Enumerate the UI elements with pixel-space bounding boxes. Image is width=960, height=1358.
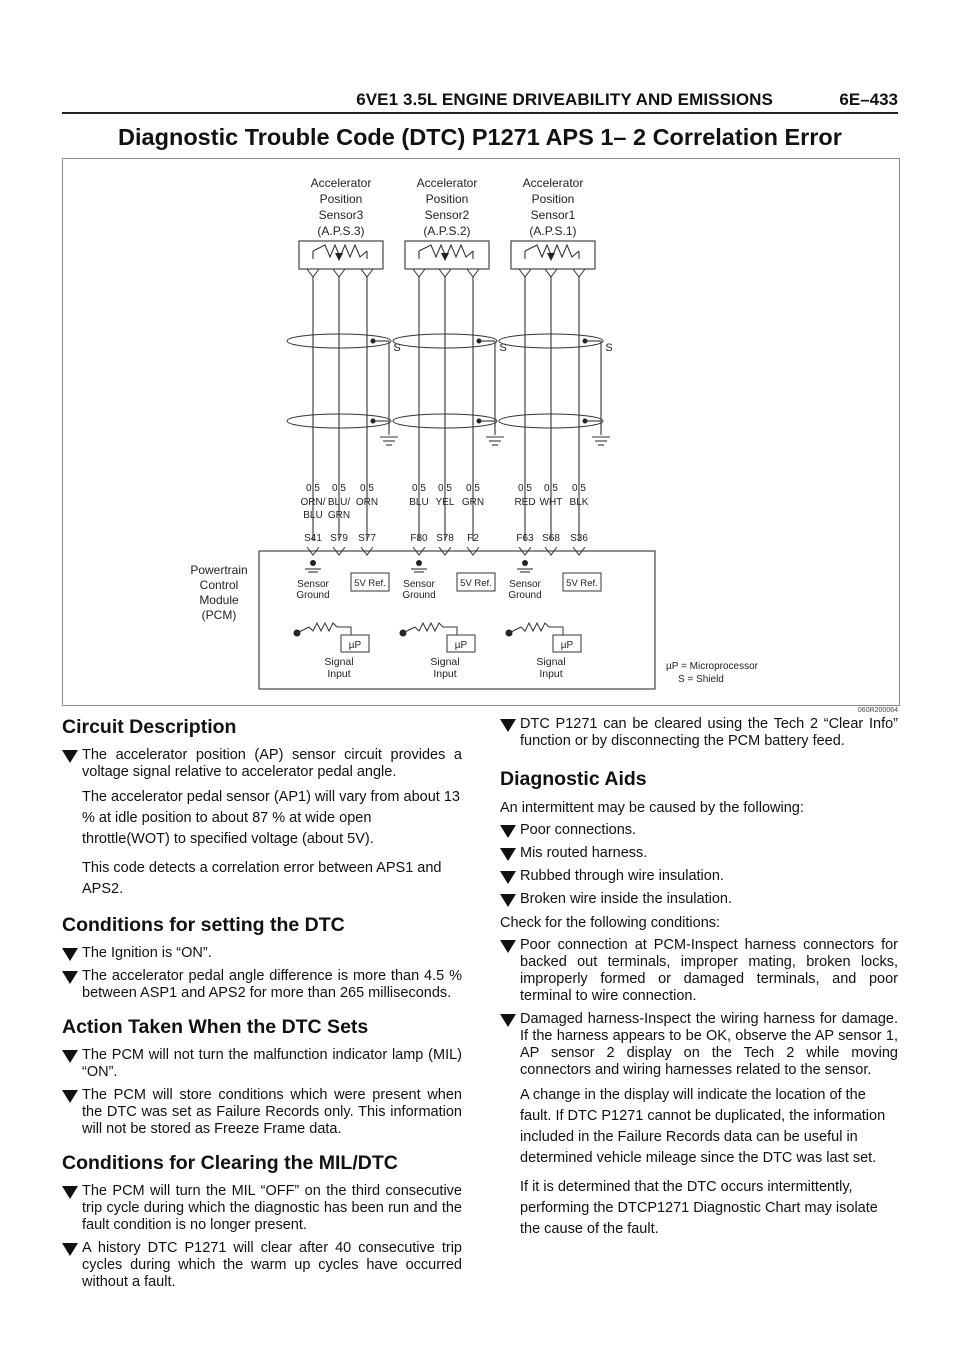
action-taken-section <box>62 1016 462 1138</box>
bullet-icon <box>62 1186 78 1199</box>
bullet-text: Mis routed harness. <box>520 845 648 861</box>
bullet-icon <box>500 894 516 907</box>
bullet-item <box>62 1183 462 1234</box>
left-column <box>62 716 462 1305</box>
bullet-item <box>500 822 898 839</box>
wire-color: YEL <box>435 497 455 508</box>
sensor-label: Sensor2 <box>424 208 470 222</box>
circuit-description-section <box>62 716 462 900</box>
pin-label: F2 <box>467 533 479 544</box>
pcm-box <box>259 551 655 689</box>
sensor-label: Position <box>531 192 575 206</box>
circuit-description-heading: Circuit Description <box>62 716 237 738</box>
bullet-icon <box>62 1090 78 1103</box>
bullet-item <box>500 937 898 1005</box>
signal-input-label: Input <box>327 668 351 680</box>
sensor-label: Position <box>319 192 363 206</box>
signal-input-label: Signal <box>536 656 566 668</box>
diagnostic-aids-intro: An intermittent may be caused by the following: <box>500 800 804 816</box>
sensor-label: Sensor1 <box>530 208 576 222</box>
bullet-item <box>62 747 462 781</box>
wire-gauge: 0.5 <box>544 483 558 494</box>
bullet-item <box>62 1047 462 1081</box>
bullet-icon <box>62 971 78 984</box>
terminal-icon <box>413 269 425 277</box>
wire-gauge: 0.5 <box>306 483 320 494</box>
terminal-icon <box>467 269 479 277</box>
micro-label: µP <box>348 640 362 651</box>
shield-label: S <box>393 342 401 354</box>
page-header <box>62 88 898 114</box>
diagnostic-aids-heading: Diagnostic Aids <box>500 768 647 790</box>
sensor-label: Accelerator <box>310 176 372 190</box>
bullet-item <box>62 1087 462 1138</box>
micro-label: µP <box>454 640 468 651</box>
bullet-item <box>62 968 462 1002</box>
bullet-text: A history DTC P1271 will clear after 40 consecutive trip cycles during which the warm up cycles have occurred without a fault. <box>82 1240 462 1290</box>
paragraph: A change in the display will indicate the location of the fault. If DTC P1271 cannot be duplicated, the information included in the Failure Records data can be useful in determined vehicle mileage since the DTC was last set. <box>520 1087 886 1166</box>
bullet-text: Poor connection at PCM-Inspect harness connectors for backed out terminals, improper mating, broken locks, improperly formed or damaged terminals, and poor terminal to wire connection. <box>520 937 898 1004</box>
sensor-label: Position <box>425 192 469 206</box>
bullet-icon <box>500 1014 516 1027</box>
conditions-clearing-section <box>62 1152 462 1291</box>
pcm-label: Module <box>199 593 239 607</box>
pin-label: S77 <box>358 533 376 544</box>
pcm-label: (PCM) <box>201 608 237 622</box>
paragraph: This code detects a correlation error between APS1 and APS2. <box>82 860 442 897</box>
terminal-icon <box>573 269 585 277</box>
bullet-item <box>500 845 898 862</box>
wire-color: BLU <box>409 497 429 508</box>
wire-color: WHT <box>539 497 563 508</box>
figure-code: 060R200064 <box>857 707 898 714</box>
wiper-arrow-icon <box>441 253 449 261</box>
paragraph: If it is determined that the DTC occurs intermittently, performing the DTCP1271 Diagnostic Chart may isolate the cause of the fault. <box>520 1179 878 1237</box>
bullet-text: The accelerator position (AP) sensor circuit provides a voltage signal relative to accelerator pedal angle. <box>82 747 462 780</box>
wire-color: ORN <box>355 497 379 508</box>
signal-input-label: Input <box>539 668 563 680</box>
conditions-clearing-continued <box>500 716 898 750</box>
wire-gauge: 0.5 <box>360 483 374 494</box>
bullet-item <box>500 1011 898 1079</box>
ground-dot <box>416 560 422 566</box>
pcm-label: Powertrain <box>190 563 248 577</box>
sensor-ground-label: Ground <box>508 590 542 601</box>
bullet-text: The accelerator pedal angle difference is more than 4.5 % between ASP1 and APS2 for more than 265 milliseconds. <box>82 968 462 1001</box>
wire-gauge: 0.5 <box>518 483 532 494</box>
pin-label: S78 <box>436 533 454 544</box>
page-number: 6E–433 <box>839 90 898 109</box>
wire-gauge: 0.5 <box>412 483 426 494</box>
bullet-icon <box>62 1243 78 1256</box>
signal-input-label: Signal <box>430 656 460 668</box>
pcm-label: Control <box>199 578 239 592</box>
paragraph: The accelerator pedal sensor (AP1) will vary from about 13 % at idle position to about 87 % at wide open throttle(WOT) to specified voltage (about 5V). <box>82 789 460 847</box>
legend-micro: µP = Microprocessor <box>666 661 758 672</box>
sensor-label: (A.P.S.2) <box>423 224 471 238</box>
bullet-text: DTC P1271 can be cleared using the Tech 2 “Clear Info” function or by disconnecting the PCM battery feed. <box>520 716 898 749</box>
sensor-ground-label: Ground <box>296 590 330 601</box>
bullet-item <box>500 716 898 750</box>
wire-color: GRN <box>461 497 485 508</box>
bullet-icon <box>500 825 516 838</box>
sensor-label: Accelerator <box>522 176 584 190</box>
wire-gauge: 0.5 <box>332 483 346 494</box>
page-title: Diagnostic Trouble Code (DTC) P1271 APS 1– 2 Correlation Error <box>118 124 842 150</box>
diagnostic-aids-section <box>500 768 898 1240</box>
pin-label: F63 <box>516 533 534 544</box>
wire-gauge: 0.5 <box>438 483 452 494</box>
ground-dot <box>310 560 316 566</box>
resistor-icon <box>309 623 351 635</box>
bullet-icon <box>500 940 516 953</box>
pin-label: F80 <box>410 533 428 544</box>
wire-color: RED <box>514 497 536 508</box>
pin-label: S36 <box>570 533 588 544</box>
shield-label: S <box>605 342 613 354</box>
wiper-arrow-icon <box>335 253 343 261</box>
sensor-label: Sensor3 <box>318 208 364 222</box>
sensor-label: (A.P.S.1) <box>529 224 577 238</box>
action-taken-heading: Action Taken When the DTC Sets <box>62 1016 369 1038</box>
sensor-label: (A.P.S.3) <box>317 224 365 238</box>
wire-color: BLU/ <box>327 497 351 508</box>
wiring-diagram <box>62 158 900 706</box>
ref-label: 5V Ref. <box>566 578 598 589</box>
ref-label: 5V Ref. <box>354 578 386 589</box>
ground-dot <box>522 560 528 566</box>
bullet-item <box>500 891 898 908</box>
sensor-ground-label: Sensor <box>403 579 435 590</box>
bullet-text: Broken wire inside the insulation. <box>520 891 732 907</box>
terminal-icon <box>361 269 373 277</box>
bullet-icon <box>62 948 78 961</box>
bullet-icon <box>500 719 516 732</box>
pin-label: S79 <box>330 533 348 544</box>
right-column <box>500 716 898 1254</box>
terminal-icon <box>439 269 451 277</box>
wire-gauge: 0.5 <box>466 483 480 494</box>
bullet-icon <box>62 750 78 763</box>
terminal-icon <box>307 269 319 277</box>
bullet-item <box>62 1240 462 1291</box>
bullet-text: The PCM will turn the MIL “OFF” on the third consecutive trip cycle during which the diagnostic has been run and the fault condition is no longer present. <box>82 1183 462 1233</box>
bullet-text: The PCM will store conditions which were present when the DTC was set as Failure Records only. This information will not be stored as Freeze Frame data. <box>82 1087 462 1137</box>
bullet-icon <box>500 871 516 884</box>
bullet-item <box>500 868 898 885</box>
conditions-clearing-heading: Conditions for Clearing the MIL/DTC <box>62 1152 398 1174</box>
ref-label: 5V Ref. <box>460 578 492 589</box>
pin-label: S41 <box>304 533 322 544</box>
sensor-ground-label: Sensor <box>297 579 329 590</box>
pin-label: S68 <box>542 533 560 544</box>
check-intro: Check for the following conditions: <box>500 915 721 931</box>
bullet-text: Rubbed through wire insulation. <box>520 868 724 884</box>
wire-color: BLK <box>569 497 589 508</box>
bullet-icon <box>500 848 516 861</box>
wire-gauge: 0.5 <box>572 483 586 494</box>
terminal-icon <box>545 269 557 277</box>
wire-color: BLU <box>303 510 323 521</box>
wire-color: GRN <box>327 510 351 521</box>
conditions-setting-section <box>62 914 462 1002</box>
bullet-text: The PCM will not turn the malfunction indicator lamp (MIL) “ON”. <box>82 1047 462 1080</box>
resistor-icon <box>415 623 457 635</box>
conditions-setting-heading: Conditions for setting the DTC <box>62 914 345 936</box>
sensor-label: Accelerator <box>416 176 478 190</box>
shield-label: S <box>499 342 507 354</box>
terminal-icon <box>333 269 345 277</box>
bullet-text: The Ignition is “ON”. <box>82 945 212 961</box>
wire-color: ORN/ <box>300 497 326 508</box>
signal-input-label: Input <box>433 668 457 680</box>
bullet-text: Poor connections. <box>520 822 637 838</box>
sensor-ground-label: Sensor <box>509 579 541 590</box>
bullet-icon <box>62 1050 78 1063</box>
micro-label: µP <box>560 640 574 651</box>
wiring-diagram-svg <box>63 159 899 705</box>
sensor-ground-label: Ground <box>402 590 436 601</box>
resistor-icon <box>521 623 563 635</box>
header-title: 6VE1 3.5L ENGINE DRIVEABILITY AND EMISSIONS <box>356 90 773 109</box>
legend-shield: S = Shield <box>678 674 724 685</box>
bullet-text: Damaged harness-Inspect the wiring harness for damage. If the harness appears to be OK, observe the AP sensor 1, AP sensor 2 display on the Tech 2 while moving connectors and wiring harnesses related to the sensor. <box>520 1011 898 1078</box>
bullet-item <box>62 945 462 962</box>
terminal-icon <box>519 269 531 277</box>
signal-input-label: Signal <box>324 656 354 668</box>
wiper-arrow-icon <box>547 253 555 261</box>
